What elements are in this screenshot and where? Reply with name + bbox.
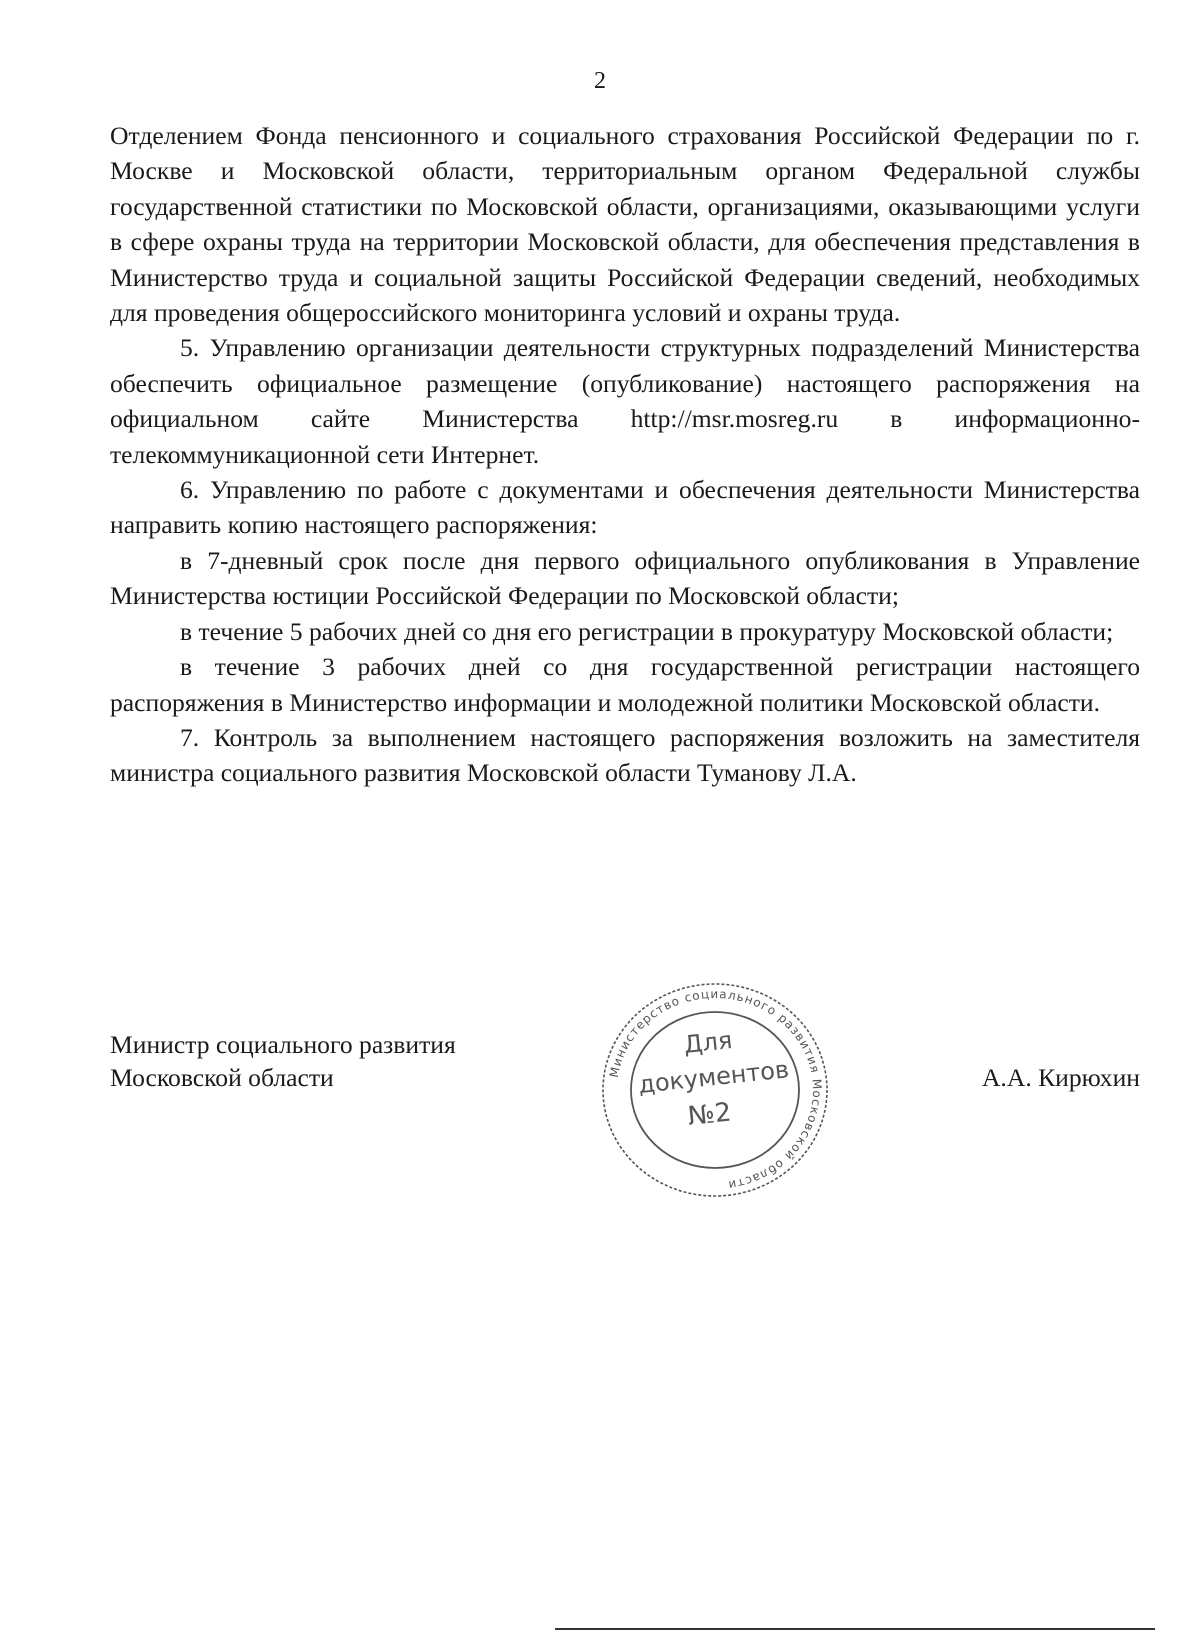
paragraph-item-5: 5. Управлению организации деятельности структурных подразделений Министерства обеспечить официальное размещение (опубликование) настоящего распоряжения на официальном сайте Министерства http://msr.mosreg.ru в информационно-телекоммуникационной сети Интернет.	[110, 333, 1140, 469]
signatory-position-line2: Московской области	[110, 1063, 334, 1092]
svg-text:документов: документов	[636, 1055, 791, 1099]
svg-text:Для: Для	[682, 1026, 734, 1059]
paragraph-continuation: Отделением Фонда пенсионного и социального страхования Российской Федерации по г. Москве и Московской области, территориальным органом Федеральной службы государственной статистики по Московской области, организациями, оказывающими услуги в сфере охраны труда на территории Московской области, для обеспечения представления в Министерство труда и социальной защиты Российской Федерации сведений, необходимых для проведения общероссийского мониторинга условий и охраны труда.	[110, 121, 1140, 328]
paragraph-item-6: 6. Управлению по работе с документами и обеспечения деятельности Министерства направить копию настоящего распоряжения:	[110, 475, 1140, 540]
signatory-position	[110, 1028, 456, 1094]
bottom-divider	[555, 1628, 1155, 1630]
paragraph-subitem-3: в течение 3 рабочих дней со дня государственной регистрации настоящего распоряжения в Министерство информации и молодежной политики Московской области.	[110, 652, 1140, 717]
paragraph-subitem-1: в 7-дневный срок после дня первого официального опубликования в Управление Министерства юстиции Российской Федерации по Московской области;	[110, 545, 1140, 611]
signatory-name: А.А. Кирюхин	[981, 1063, 1140, 1092]
seal-stamp	[595, 975, 835, 1205]
signatory-position-line1: Министр социального развития	[110, 1030, 456, 1059]
svg-text:Министерство социального разви: Министерство социального развития Московской области	[606, 986, 825, 1193]
page-number: 2	[594, 68, 606, 94]
paragraph-item-7: 7. Контроль за выполнением настоящего распоряжения возложить на заместителя министра социального развития Московской области Туманову Л.А.	[110, 722, 1140, 788]
paragraph-subitem-2: в течение 5 рабочих дней со дня его регистрации в прокуратуру Московской области;	[180, 616, 1114, 646]
svg-text:№2: №2	[686, 1097, 733, 1132]
document-body	[110, 118, 1140, 791]
